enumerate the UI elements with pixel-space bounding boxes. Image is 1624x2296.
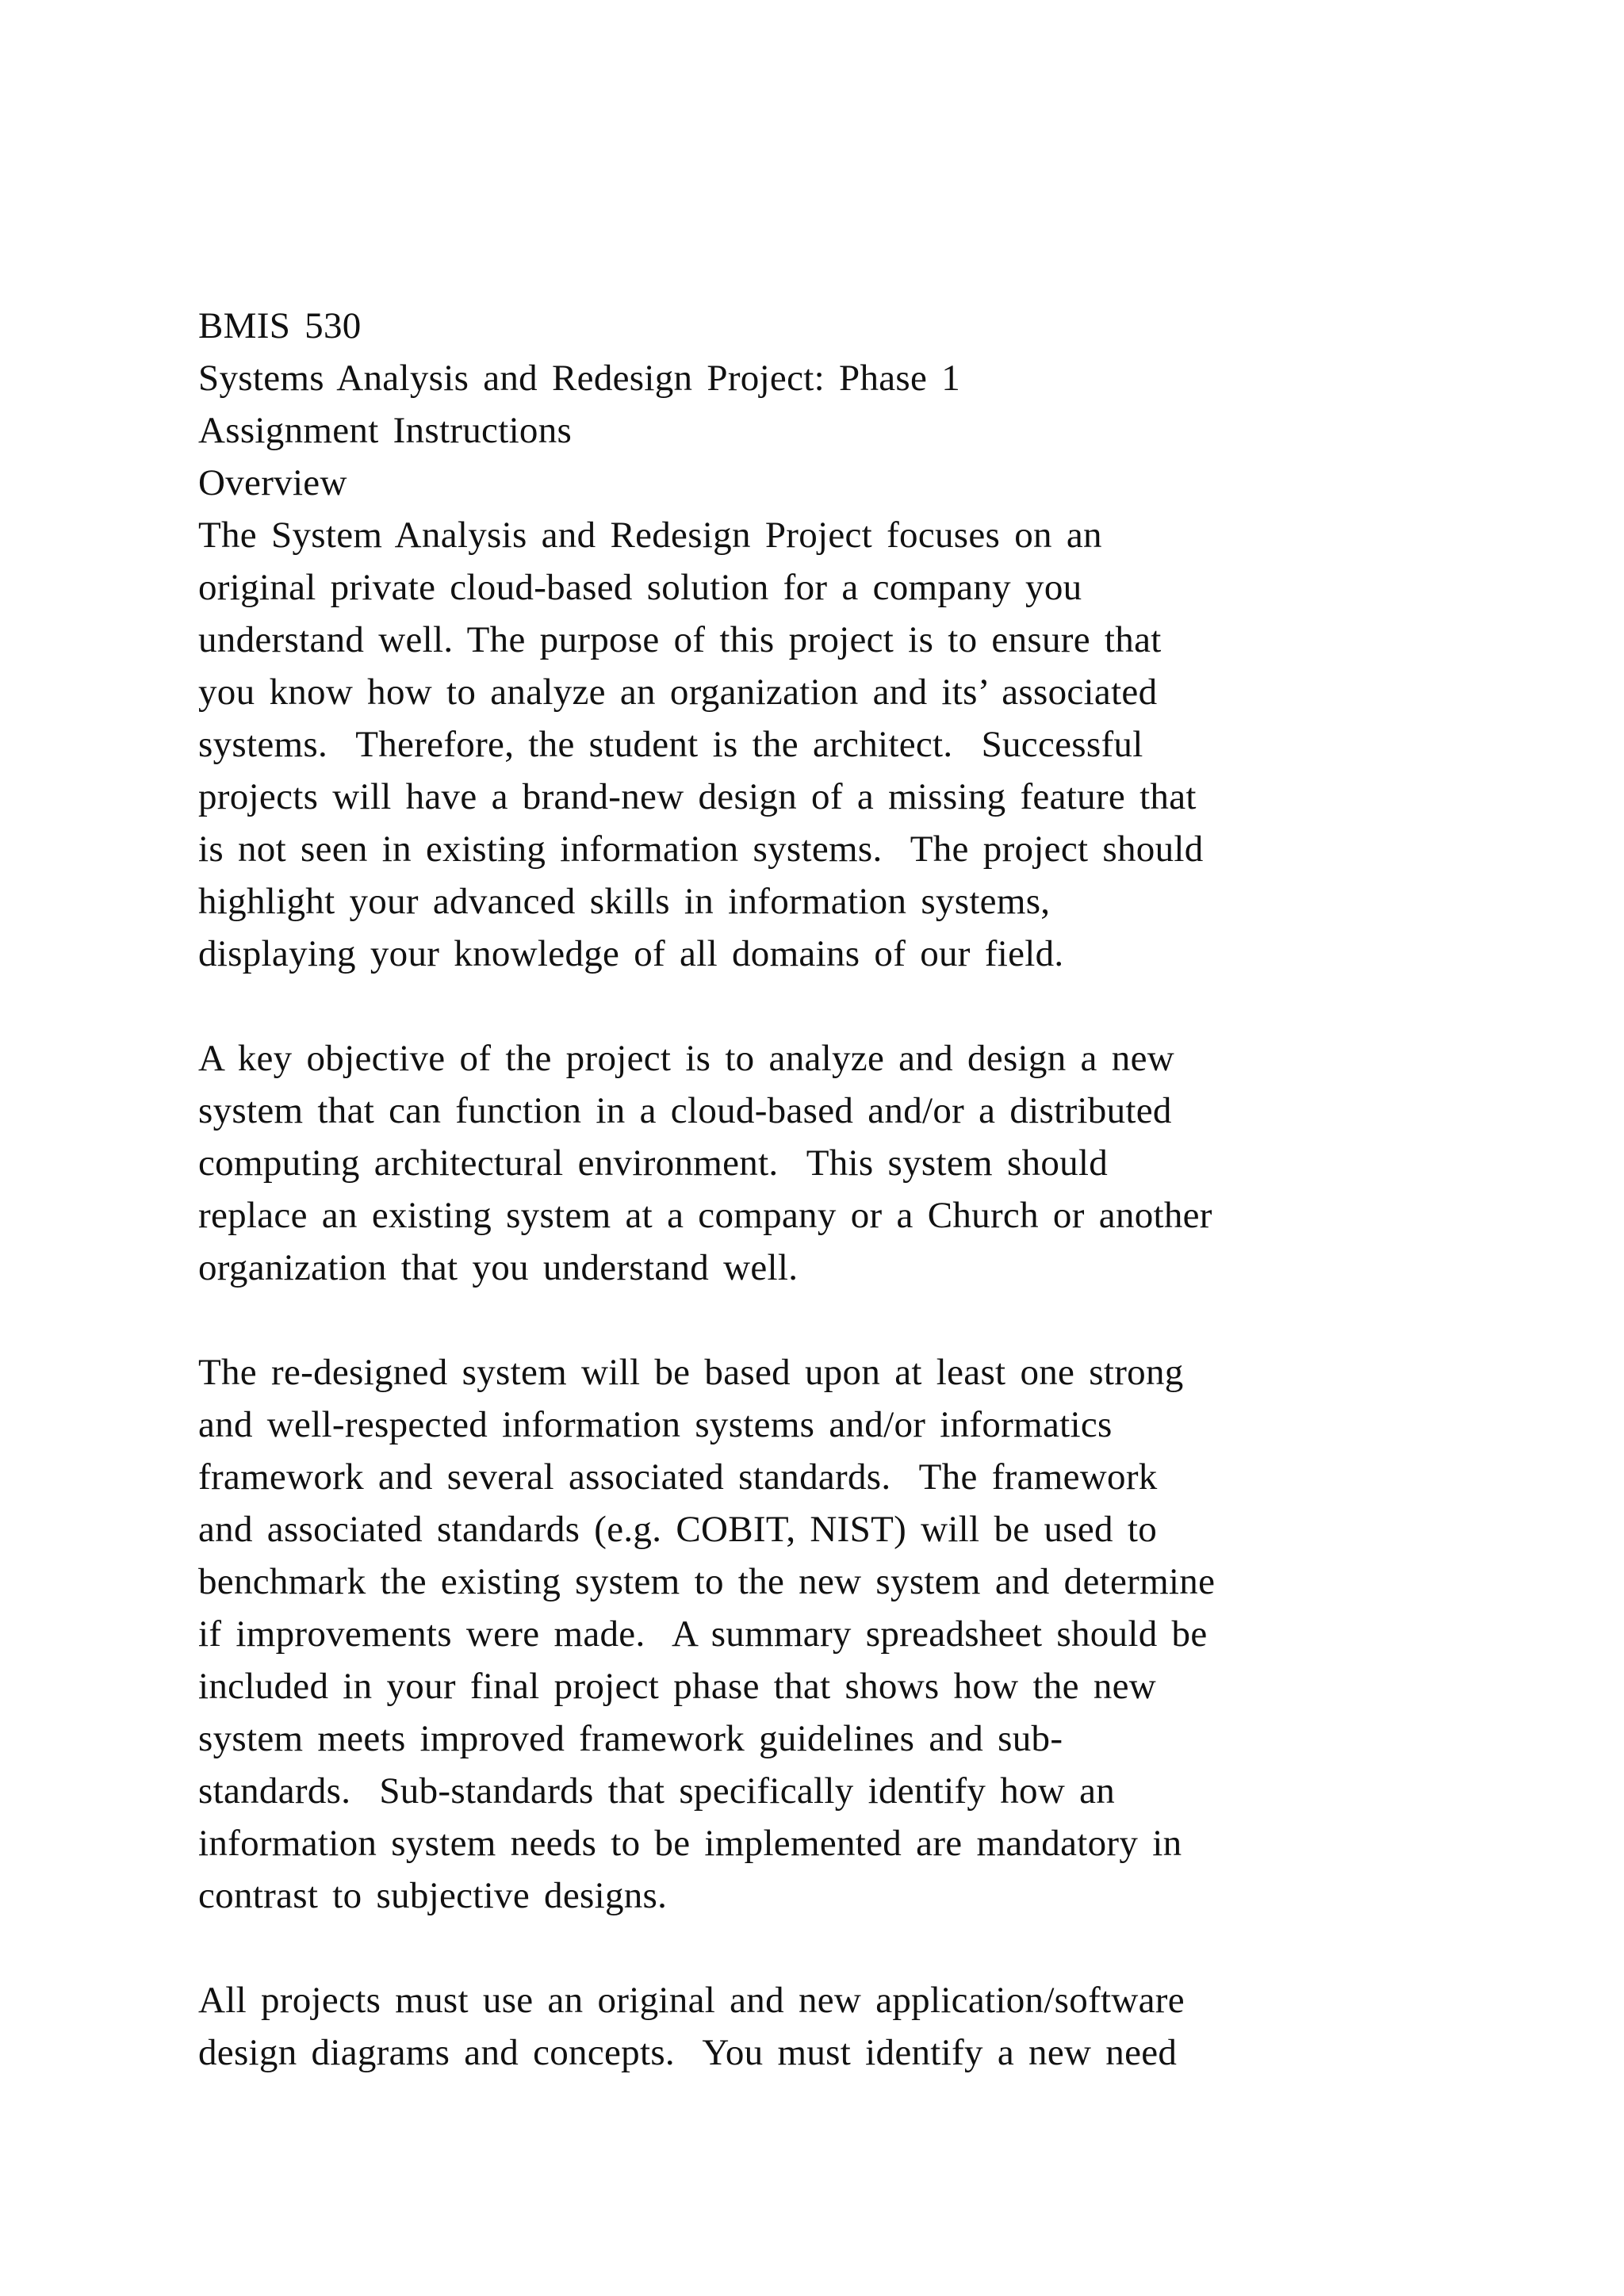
section-heading: Overview: [198, 462, 347, 503]
document-subtitle: Assignment Instructions: [198, 410, 573, 451]
text-line: systems. Therefore, the student is the architect. Successful: [198, 724, 1143, 765]
paragraph-3: [198, 1346, 1546, 1922]
text-line: and well-respected information systems and/or informatics: [198, 1404, 1113, 1445]
text-line: included in your final project phase that shows how the new: [198, 1666, 1157, 1707]
text-line: displaying your knowledge of all domains of our field.: [198, 933, 1064, 974]
text-line: contrast to subjective designs.: [198, 1875, 668, 1916]
text-line: system that can function in a cloud-based and/or a distributed: [198, 1090, 1172, 1131]
text-line: information system needs to be implemented are mandatory in: [198, 1823, 1182, 1864]
text-line: The System Analysis and Redesign Project focuses on an: [198, 515, 1102, 556]
paragraph-2: [198, 1032, 1546, 1294]
text-line: computing architectural environment. This system should: [198, 1142, 1109, 1184]
text-line: highlight your advanced skills in information systems,: [198, 881, 1051, 922]
text-line: original private cloud-based solution for a company you: [198, 567, 1082, 608]
text-line: is not seen in existing information systems. The project should: [198, 828, 1204, 870]
text-line: system meets improved framework guidelines and sub-: [198, 1718, 1063, 1759]
text-line: projects will have a brand-new design of a missing feature that: [198, 776, 1197, 817]
text-line: and associated standards (e.g. COBIT, NIST) will be used to: [198, 1509, 1158, 1550]
paragraph-gap: [198, 1294, 1546, 1346]
paragraph-gap: [198, 980, 1546, 1032]
text-line: standards. Sub-standards that specifically identify how an: [198, 1770, 1116, 1812]
course-code: BMIS 530: [198, 305, 362, 346]
text-line: you know how to analyze an organization and its’ associated: [198, 672, 1158, 713]
text-line: replace an existing system at a company or a Church or another: [198, 1195, 1212, 1236]
text-line: design diagrams and concepts. You must identify a new need: [198, 2032, 1178, 2073]
text-line: The re-designed system will be based upon at least one strong: [198, 1352, 1184, 1393]
text-line: organization that you understand well.: [198, 1247, 799, 1288]
text-line: understand well. The purpose of this project is to ensure that: [198, 619, 1162, 660]
text-line: A key objective of the project is to analyze and design a new: [198, 1038, 1174, 1079]
document-title: Systems Analysis and Redesign Project: Phase 1: [198, 358, 961, 399]
text-line: framework and several associated standards. The framework: [198, 1456, 1158, 1498]
text-line: if improvements were made. A summary spreadsheet should be: [198, 1613, 1208, 1655]
text-line: All projects must use an original and new application/software: [198, 1980, 1185, 2021]
paragraph-1: [198, 509, 1546, 980]
paragraph-4: [198, 1974, 1546, 2079]
paragraph-gap: [198, 1922, 1546, 1974]
text-line: benchmark the existing system to the new system and determine: [198, 1561, 1216, 1602]
document-page: [198, 300, 1546, 2079]
